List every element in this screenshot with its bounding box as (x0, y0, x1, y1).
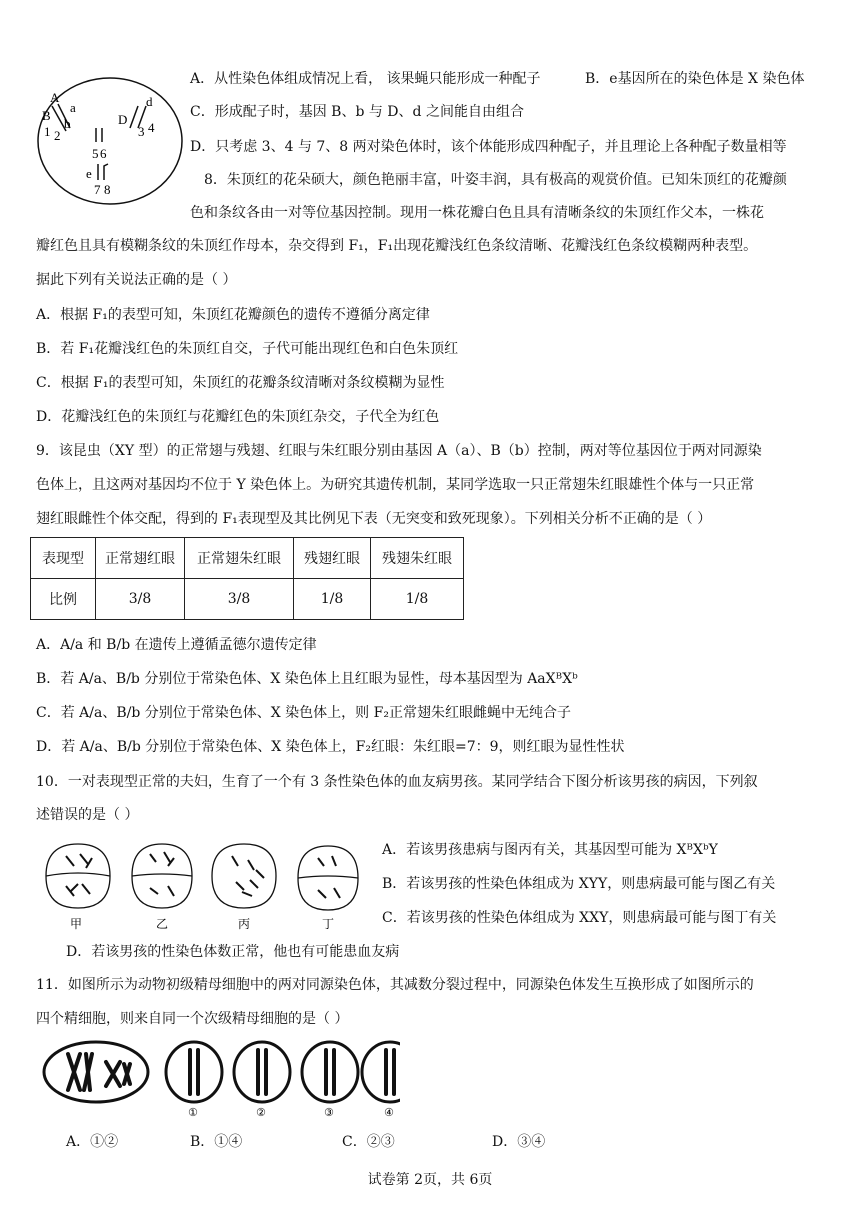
table-cell: 表现型 (31, 538, 96, 579)
q9-phenotype-table (30, 537, 464, 620)
table-cell: 正常翅红眼 (96, 538, 185, 579)
gene-label: D (118, 112, 128, 127)
sperm-cells-figure (40, 1040, 400, 1120)
q11-option-c[interactable]: C．②③ (342, 1134, 395, 1150)
cell-label-2: ② (256, 1106, 266, 1119)
q8-stem: 色和条纹各由一对等位基因控制。现用一株花瓣白色且具有清晰条纹的朱顶红作父本，一株花 (190, 205, 764, 221)
q9-stem: 9．该昆虫（XY 型）的正常翅与残翅、红眼与朱红眼分别由基因 A（a）、B（b）控制，两对等位基因位于两对同源染 (36, 443, 762, 459)
gene-label: b (64, 116, 71, 131)
table-cell: 3/8 (185, 579, 294, 620)
table-cell: 残翅朱红眼 (371, 538, 464, 579)
table-header-row (31, 538, 464, 579)
cell-label-ding: 丁 (322, 917, 335, 931)
table-cell: 残翅红眼 (294, 538, 371, 579)
q7-option-c[interactable]: C．形成配子时，基因 B、b 与 D、d 之间能自由组合 (190, 104, 524, 120)
meiosis-cells-figure (36, 834, 366, 934)
q9-option-b[interactable]: B．若 A/a、B/b 分别位于常染色体、X 染色体上且红眼为显性，母本基因型为 AaXᴮXᵇ (36, 671, 578, 687)
cell-label-jia: 甲 (70, 917, 83, 931)
table-cell: 1/8 (371, 579, 464, 620)
gene-label: A (50, 90, 60, 105)
chromosome-number: 7 (94, 182, 101, 197)
table-row (31, 579, 464, 620)
q9-option-a[interactable]: A．A/a 和 B/b 在遗传上遵循孟德尔遗传定律 (36, 637, 317, 653)
chromosome-number: 5 (92, 146, 99, 161)
gene-label: a (70, 100, 76, 115)
q10-option-d[interactable]: D．若该男孩的性染色体数正常，他也有可能患血友病 (66, 944, 400, 960)
q8-option-c[interactable]: C．根据 F₁的表型可知，朱顶红的花瓣条纹清晰对条纹模糊为显性 (36, 375, 445, 391)
q9-stem: 色体上，且这两对基因均不位于 Y 染色体上。为研究其遗传机制，某同学选取一只正常翅朱红眼雄性个体与一只正常 (36, 477, 755, 493)
gene-label: d (146, 94, 153, 109)
q11-option-a[interactable]: A．①② (66, 1134, 119, 1150)
fruitfly-chromosome-figure (36, 76, 184, 206)
q8-stem: 瓣红色且具有模糊条纹的朱顶红作母本，杂交得到 F₁，F₁出现花瓣浅红色条纹清晰、花瓣浅红色条纹模糊两种表型。 (36, 238, 758, 254)
cell-label-yi: 乙 (156, 917, 169, 931)
q10-option-b[interactable]: B．若该男孩的性染色体组成为 XYY，则患病最可能与图乙有关 (382, 876, 776, 892)
q11-option-b[interactable]: B．①④ (190, 1134, 243, 1150)
q9-stem: 翅红眼雌性个体交配，得到的 F₁表现型及其比例见下表（无突变和致死现象）。下列相关分析不正确的是（ ） (36, 511, 712, 527)
chromosome-number: 3 (138, 124, 145, 139)
q9-option-d[interactable]: D．若 A/a、B/b 分别位于常染色体、X 染色体上，F₂红眼：朱红眼=7：9，则红眼为显性性状 (36, 739, 625, 755)
q8-option-b[interactable]: B．若 F₁花瓣浅红色的朱顶红自交，子代可能出现红色和白色朱顶红 (36, 341, 459, 357)
table-cell: 正常翅朱红眼 (185, 538, 294, 579)
q10-stem: 10．一对表现型正常的夫妇，生育了一个有 3 条性染色体的血友病男孩。某同学结合下图分析该男孩的病因，下列叙 (36, 774, 758, 790)
q8-option-a[interactable]: A．根据 F₁的表型可知，朱顶红花瓣颜色的遗传不遵循分离定律 (36, 307, 430, 323)
chromosome-number: 1 (44, 124, 51, 139)
q8-stem: 8．朱顶红的花朵硕大，颜色艳丽丰富，叶姿丰润，具有极高的观赏价值。已知朱顶红的花瓣颜 (204, 172, 787, 188)
cell-label-4: ④ (384, 1106, 394, 1119)
chromosome-number: 6 (100, 146, 107, 161)
table-cell: 1/8 (294, 579, 371, 620)
chromosome-number: 2 (54, 128, 61, 143)
q7-option-d[interactable]: D．只考虑 3、4 与 7、8 两对染色体时，该个体能形成四种配子，并且理论上各种配子数量相等 (190, 139, 787, 155)
table-cell: 3/8 (96, 579, 185, 620)
chromosome-number: 8 (104, 182, 111, 197)
q11-stem: 四个精细胞，则来自同一个次级精母细胞的是（ ） (36, 1011, 349, 1027)
chromosome-number: 4 (148, 120, 155, 135)
q8-option-d[interactable]: D．花瓣浅红色的朱顶红与花瓣红色的朱顶红杂交，子代全为红色 (36, 409, 440, 425)
q8-stem: 据此下列有关说法正确的是（ ） (36, 272, 237, 288)
cell-label-3: ③ (324, 1106, 334, 1119)
gene-label: B (42, 108, 51, 123)
q11-option-d[interactable]: D．③④ (492, 1134, 546, 1150)
q11-stem: 11．如图所示为动物初级精母细胞中的两对同源染色体，其减数分裂过程中，同源染色体发生互换形成了如图所示的 (36, 977, 754, 993)
q7-option-b[interactable]: B．e基因所在的染色体是 X 染色体 (585, 71, 805, 87)
cell-label-1: ① (188, 1106, 198, 1119)
q10-option-a[interactable]: A．若该男孩患病与图丙有关，其基因型可能为 XᴮXᵇY (382, 842, 718, 858)
gene-label: e (86, 166, 92, 181)
q10-option-c[interactable]: C．若该男孩的性染色体组成为 XXY，则患病最可能与图丁有关 (382, 910, 777, 926)
table-cell: 比例 (31, 579, 96, 620)
q9-option-c[interactable]: C．若 A/a、B/b 分别位于常染色体、X 染色体上，则 F₂正常翅朱红眼雌蝇中无纯合子 (36, 705, 571, 721)
page-footer: 试卷第 2页，共 6页 (367, 1172, 493, 1188)
q10-stem: 述错误的是（ ） (36, 807, 139, 823)
cell-label-bing: 丙 (238, 917, 251, 931)
q7-option-a[interactable]: A．从性染色体组成情况上看， 该果蝇只能形成一种配子 (190, 71, 541, 87)
